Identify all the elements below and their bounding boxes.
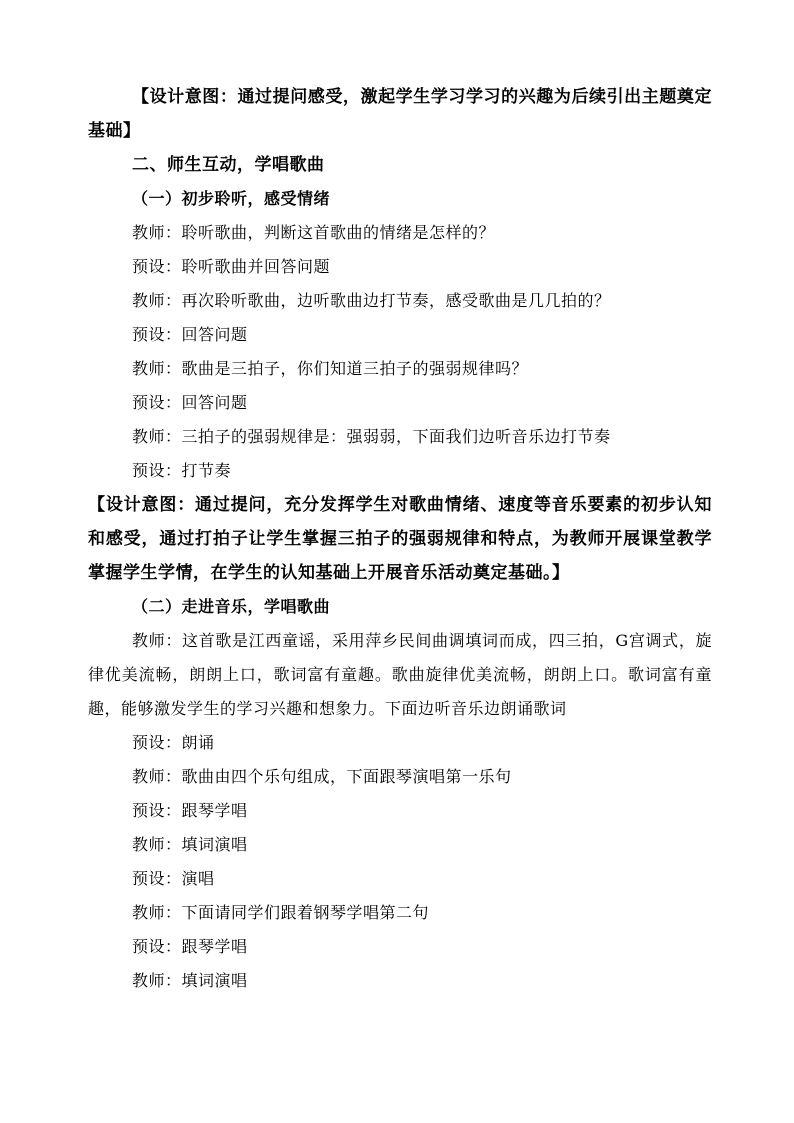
section-heading-2: 二、师生互动，学唱歌曲 — [132, 155, 325, 175]
body-paragraph: 教师：三拍子的强弱规律是：强弱弱，下面我们边听音乐边打节奏 — [132, 427, 611, 446]
body-paragraph: 预设：回答问题 — [132, 325, 248, 344]
body-paragraph: 教师：填词演唱 — [132, 971, 248, 990]
body-paragraph: 预设：聆听歌曲并回答问题 — [132, 257, 331, 276]
body-paragraph: 教师：填词演唱 — [132, 835, 248, 854]
body-paragraph: 教师：歌曲是三拍子，你们知道三拍子的强弱规律吗？ — [132, 359, 529, 378]
body-paragraph: 教师：歌曲由四个乐句组成，下面跟琴演唱第一乐句 — [132, 767, 512, 786]
design-intent-paragraph-2: 【设计意图：通过提问，充分发挥学生对歌曲情绪、速度等音乐要素的初步认知和感受，通过打拍子让学生掌握三拍子的强弱规律和特点，为教师开展课堂教学掌握学生学情，在学生的认知基础上开展音乐活动奠定基础。】 — [88, 495, 712, 583]
body-paragraph: 预设：跟琴学唱 — [132, 801, 248, 820]
body-paragraph: 教师：下面请同学们跟着钢琴学唱第二句 — [132, 903, 430, 922]
document-body — [88, 80, 712, 998]
body-paragraph: 预设：回答问题 — [132, 393, 248, 412]
body-paragraph: 预设：朗诵 — [132, 733, 215, 752]
body-paragraph: 预设：演唱 — [132, 869, 215, 888]
body-paragraph: 预设：跟琴学唱 — [132, 937, 248, 956]
subsection-heading-1: （一）初步聆听，感受情绪 — [132, 189, 331, 208]
body-paragraph: 教师：聆听歌曲，判断这首歌曲的情绪是怎样的？ — [132, 223, 496, 242]
subsection-heading-2: （二）走进音乐，学唱歌曲 — [132, 597, 331, 616]
design-intent-paragraph-1: 【设计意图：通过提问感受，激起学生学习学习的兴趣为后续引出主题奠定基础】 — [88, 87, 712, 141]
body-paragraph: 预设：打节奏 — [132, 461, 232, 480]
body-paragraph: 教师：再次聆听歌曲，边听歌曲边打节奏，感受歌曲是几几拍的？ — [132, 291, 611, 310]
body-paragraph: 教师：这首歌是江西童谣，采用萍乡民间曲调填词而成，四三拍，G宫调式，旋律优美流畅，朗朗上口，歌词富有童趣。歌曲旋律优美流畅，朗朗上口。歌词富有童趣，能够激发学生的学习兴趣和想象力。下面边听音乐边朗诵歌词 — [88, 631, 712, 718]
